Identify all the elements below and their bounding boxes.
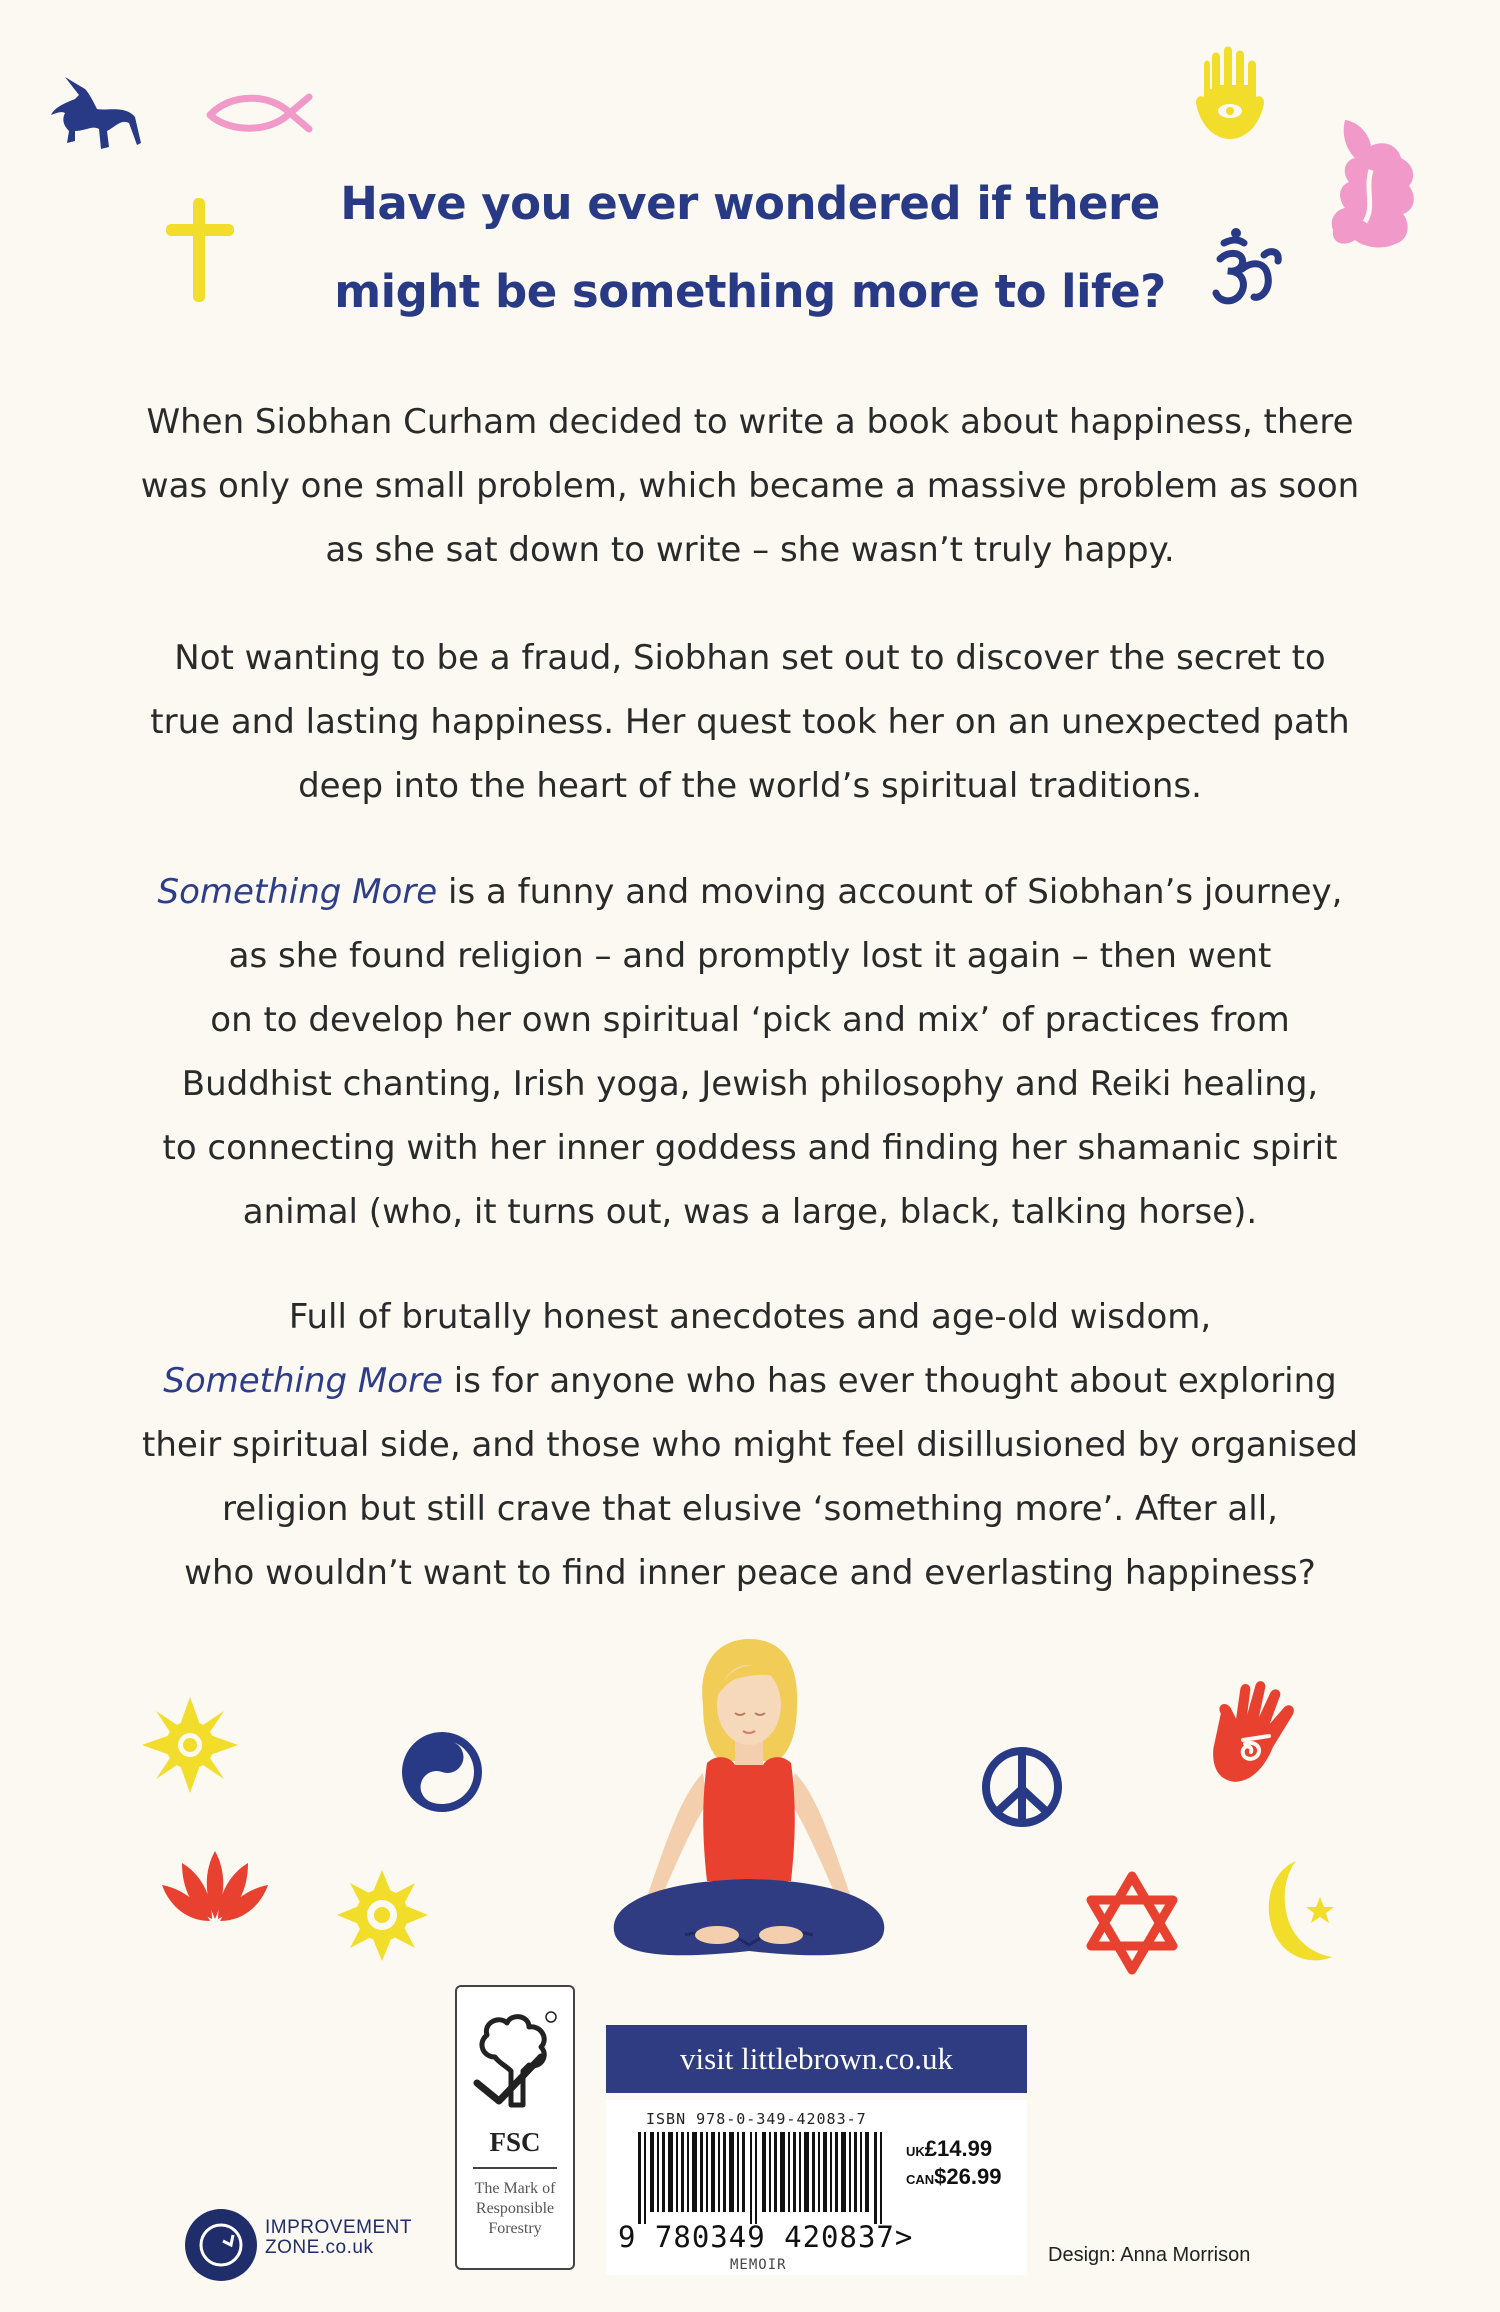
blurb-line: as she found religion – and promptly lost it again – then went (228, 936, 1272, 976)
blurb-line: as she sat down to write – she wasn’t truly happy. (325, 530, 1175, 570)
fsc-tree-icon (471, 2009, 559, 2119)
blurb-line: their spiritual side, and those who might feel disillusioned by organised (142, 1425, 1358, 1465)
blurb-line: Buddhist chanting, Irish yoga, Jewish philosophy and Reiki healing, (181, 1064, 1319, 1104)
cross-icon (160, 190, 240, 310)
headline-line-2: might be something more to life? (334, 265, 1166, 318)
price-can (906, 2164, 1001, 2190)
blurb-line: on to develop her own spiritual ‘pick and mix’ of practices from (210, 1000, 1290, 1040)
isbn-text: ISBN 978-0-349-42083-7 (646, 2110, 867, 2128)
price-value: £14.99 (924, 2136, 993, 2161)
blurb-paragraph-4 (130, 1285, 1370, 1605)
currency-code: UK (906, 2144, 925, 2159)
book-title-italic: Something More (157, 872, 438, 912)
blurb-line: who wouldn’t want to find inner peace and everlasting happiness? (184, 1553, 1316, 1593)
blurb-line: true and lasting happiness. Her quest took her on an unexpected path (150, 702, 1350, 742)
barcode-block (606, 2100, 1027, 2275)
blurb-line: deep into the heart of the world’s spiritual traditions. (298, 766, 1202, 806)
publisher-website-bar (606, 2025, 1027, 2093)
yin-yang-icon (400, 1730, 485, 1815)
blurb-line: religion but still crave that elusive ‘something more’. After all, (222, 1489, 1278, 1529)
peace-icon (980, 1745, 1065, 1830)
fish-icon (205, 85, 315, 140)
meditating-woman-icon (585, 1635, 910, 1965)
wheel-icon (335, 1868, 430, 1963)
blurb-paragraph-1 (130, 390, 1370, 582)
blurb-line: When Siobhan Curham decided to write a book about happiness, there (146, 402, 1354, 442)
barcode-icon (638, 2132, 886, 2224)
unicorn-icon (45, 65, 145, 165)
blurb-line: Full of brutally honest anecdotes and age-old wisdom, (288, 1297, 1212, 1337)
blurb-text: is for anyone who has ever thought about exploring (442, 1361, 1337, 1401)
hamsa-icon (1190, 45, 1270, 145)
barcode-number (618, 2220, 913, 2254)
headline-line-1: Have you ever wondered if there (340, 177, 1160, 230)
barcode-digits-text: 9 780349 420837 (618, 2220, 895, 2254)
blurb-line: to connecting with her inner goddess and finding her shamanic spirit (162, 1128, 1338, 1168)
publisher-name-line: IMPROVEMENT (265, 2217, 412, 2238)
reiki-hand-icon (1205, 1680, 1295, 1795)
fsc-mark-text (461, 2179, 569, 2239)
crescent-star-icon (1262, 1855, 1342, 1970)
blurb-line: animal (who, it turns out, was a large, black, talking horse). (242, 1192, 1258, 1232)
price-value: $26.99 (934, 2164, 1002, 2189)
blurb-line (130, 860, 1370, 924)
price-uk (906, 2136, 992, 2162)
fsc-label: FSC (489, 2127, 541, 2157)
fsc-certification-box (455, 1985, 575, 2270)
genre-label: MEMOIR (730, 2257, 787, 2273)
website-text: visit littlebrown.co.uk (680, 2041, 953, 2076)
lotus-icon (160, 1845, 270, 1930)
blurb-paragraph-3 (130, 860, 1370, 1244)
blurb-line: was only one small problem, which became a massive problem as soon (140, 466, 1360, 506)
improvement-zone-logo-icon (183, 2207, 259, 2283)
book-title-italic: Something More (163, 1361, 443, 1401)
divider (473, 2167, 557, 2169)
ganesha-icon (1325, 110, 1420, 260)
blurb-paragraph-2 (130, 626, 1370, 818)
blurb-line: Not wanting to be a fraud, Siobhan set out to discover the secret to (174, 638, 1326, 678)
headline (250, 160, 1250, 336)
sun-icon (140, 1695, 240, 1795)
blurb-line (130, 1349, 1370, 1413)
publisher-logo-text (265, 2218, 412, 2258)
star-of-david-icon (1085, 1870, 1180, 1975)
blurb-text: is a funny and moving account of Siobhan’s journey, (437, 872, 1343, 912)
fsc-mark-line: Forestry (488, 2220, 542, 2237)
currency-code: CAN (906, 2172, 935, 2187)
fsc-mark-line: The Mark of (474, 2180, 556, 2197)
design-credit: Design: Anna Morrison (1048, 2244, 1251, 2266)
publisher-name-line: ZONE.co.uk (265, 2237, 374, 2258)
fsc-mark-line: Responsible (475, 2200, 555, 2217)
barcode-arrow: > (894, 2220, 914, 2254)
